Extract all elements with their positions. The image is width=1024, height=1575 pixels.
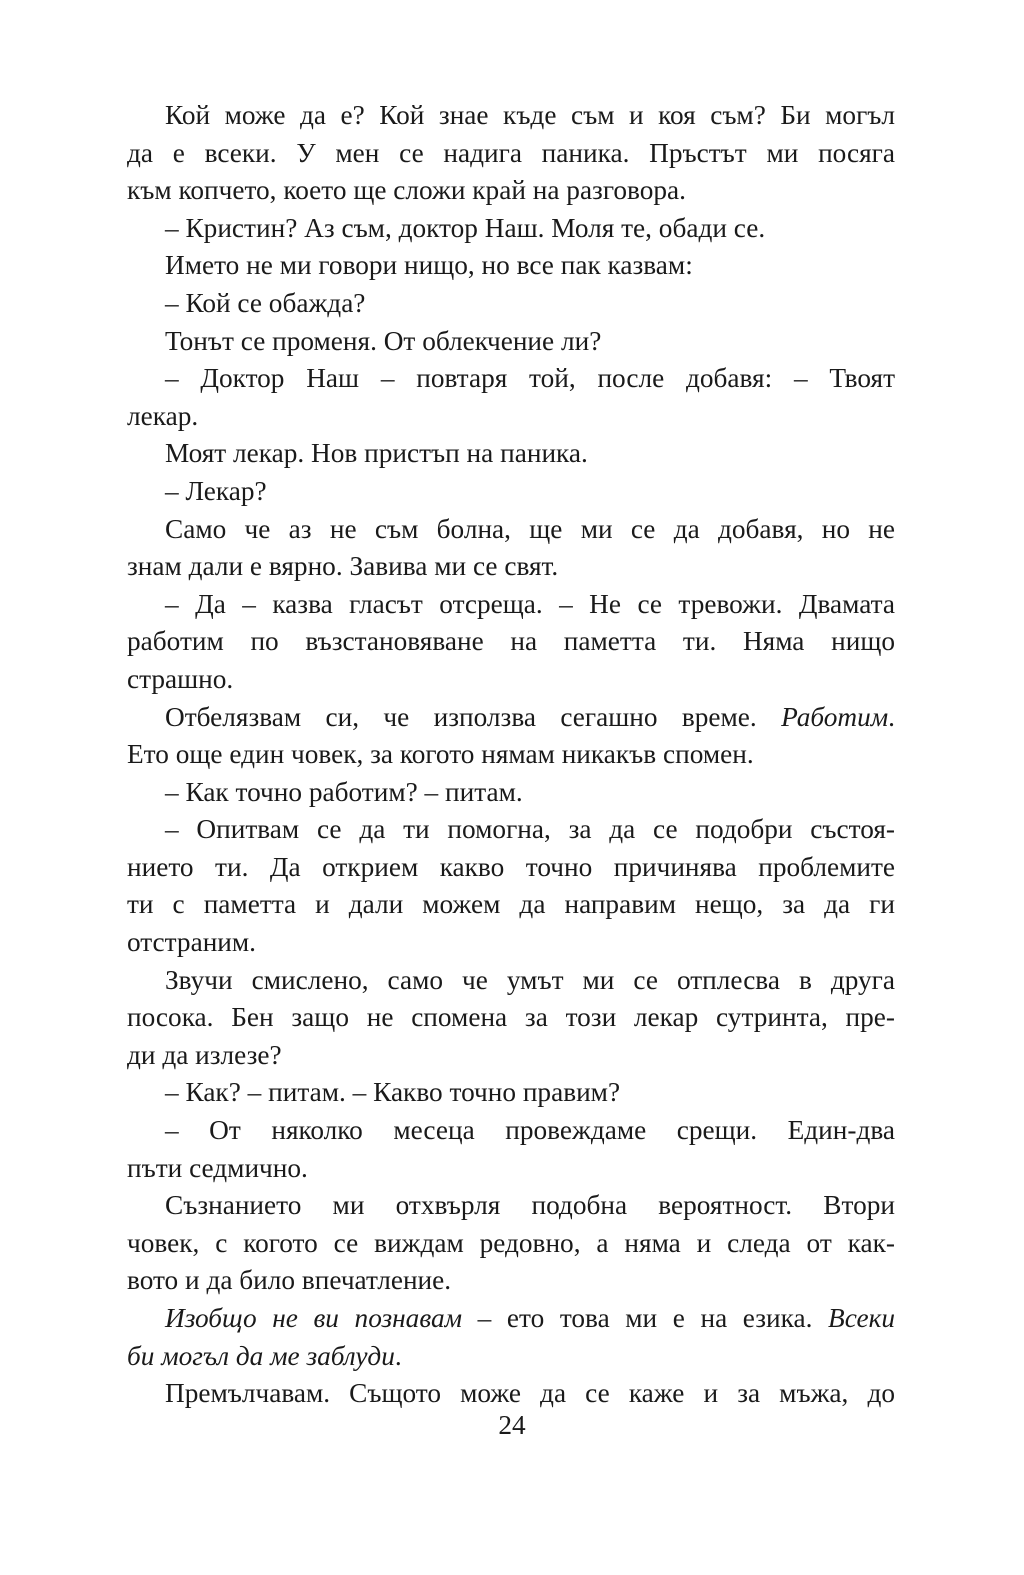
text-segment: – Как? – питам. – Какво точно правим? bbox=[165, 1077, 621, 1108]
text-line bbox=[127, 699, 895, 737]
text-segment: да е всеки. У мен се надига паника. Пръстът ми посяга bbox=[127, 137, 895, 168]
text-segment: към копчето, което ще сложи край на разговора. bbox=[127, 175, 686, 206]
text-segment: ди да излезе? bbox=[127, 1039, 282, 1070]
body-text bbox=[127, 97, 895, 1413]
text-segment: Кой може да е? Кой знае къде съм и коя съм? Би могъл bbox=[165, 100, 895, 130]
text-line bbox=[127, 1225, 895, 1263]
page-number: 24 bbox=[498, 1410, 526, 1440]
text-line bbox=[127, 511, 895, 549]
text-line bbox=[127, 736, 895, 774]
text-segment: Премълчавам. Същото може да се каже и за мъжа, до bbox=[165, 1378, 895, 1409]
text-segment: отстраним. bbox=[127, 927, 257, 958]
text-line bbox=[127, 962, 895, 1000]
text-segment: Само че аз не съм болна, ще ми се да добавя, но не bbox=[165, 513, 895, 544]
text-line bbox=[127, 586, 895, 624]
text-segment: – Доктор Наш – повтаря той, после добавя: – Твоят bbox=[165, 363, 895, 394]
text-segment: работим по възстановяване на паметта ти. Няма нищо bbox=[127, 626, 895, 657]
text-segment: Името не ми говори нищо, но все пак казвам: bbox=[165, 250, 693, 281]
italic-text: Работим bbox=[781, 701, 889, 732]
text-line bbox=[127, 398, 895, 436]
text-line bbox=[127, 1112, 895, 1150]
text-line bbox=[127, 135, 895, 173]
text-segment: . bbox=[394, 1340, 402, 1371]
text-line bbox=[127, 360, 895, 398]
text-segment: Съзнанието ми отхвърля подобна вероятност. Втори bbox=[165, 1190, 895, 1221]
text-line bbox=[127, 1150, 895, 1188]
text-segment: Ето още един човек, за когото нямам никакъв спомен. bbox=[127, 739, 754, 770]
text-segment: лекар. bbox=[127, 400, 199, 431]
text-segment: вото и да било впечатление. bbox=[127, 1265, 452, 1296]
text-line bbox=[127, 210, 895, 248]
text-segment: човек, с когото се виждам редовно, а няма и следа от как- bbox=[127, 1227, 895, 1258]
text-line bbox=[127, 623, 895, 661]
text-segment: ти с паметта и дали можем да направим нещо, за да ги bbox=[127, 889, 895, 920]
text-line bbox=[127, 849, 895, 887]
text-line bbox=[127, 1338, 895, 1376]
text-segment: Звучи смислено, само че умът ми се отплесва в друга bbox=[165, 964, 895, 995]
text-line bbox=[127, 661, 895, 699]
text-segment: – Лекар? bbox=[165, 475, 267, 506]
italic-text: Всеки bbox=[828, 1303, 895, 1333]
text-line bbox=[127, 1074, 895, 1112]
text-line bbox=[127, 97, 895, 135]
text-segment: – Да – казва гласът отсреща. – Не се тревожи. Двамата bbox=[165, 588, 895, 619]
text-segment: нието ти. Да открием какво точно причинява проблемите bbox=[127, 851, 895, 882]
text-segment: Отбелязвам си, че използва сегашно време. bbox=[165, 701, 782, 732]
text-line bbox=[127, 473, 895, 511]
text-segment: – От няколко месеца провеждаме срещи. Един-два bbox=[165, 1115, 895, 1146]
text-line bbox=[127, 1037, 895, 1075]
text-segment: – Кой се обажда? bbox=[165, 287, 366, 318]
text-line bbox=[127, 886, 895, 924]
text-segment: Моят лекар. Нов пристъп на паника. bbox=[165, 438, 588, 469]
text-segment: – Как точно работим? – питам. bbox=[165, 776, 523, 807]
text-line bbox=[127, 1300, 895, 1338]
text-segment: – ето това ми е на езика. bbox=[462, 1303, 829, 1333]
text-segment: знам дали е вярно. Завива ми се свят. bbox=[127, 551, 559, 582]
text-segment: – Опитвам се да ти помогна, за да се подобри състоя- bbox=[165, 814, 895, 845]
text-line bbox=[127, 924, 895, 962]
text-line bbox=[127, 285, 895, 323]
italic-text: би могъл да ме заблуди bbox=[127, 1340, 395, 1371]
text-segment: посока. Бен защо не спомена за този лекар сутринта, пре- bbox=[127, 1002, 895, 1033]
text-segment: – Кристин? Аз съм, доктор Наш. Моля те, обади се. bbox=[165, 212, 766, 243]
italic-text: Изобщо не ви познавам bbox=[165, 1303, 463, 1333]
text-segment: Тонът се променя. От облекчение ли? bbox=[165, 325, 602, 356]
text-line bbox=[127, 999, 895, 1037]
text-segment: пъти седмично. bbox=[127, 1152, 308, 1183]
text-line bbox=[127, 247, 895, 285]
text-segment: страшно. bbox=[127, 663, 234, 694]
text-line bbox=[127, 172, 895, 210]
text-line bbox=[127, 1187, 895, 1225]
text-line bbox=[127, 811, 895, 849]
text-segment: . bbox=[888, 701, 895, 732]
text-line bbox=[127, 774, 895, 812]
text-line bbox=[127, 435, 895, 473]
text-line bbox=[127, 1262, 895, 1300]
text-line bbox=[127, 323, 895, 361]
text-line bbox=[127, 548, 895, 586]
